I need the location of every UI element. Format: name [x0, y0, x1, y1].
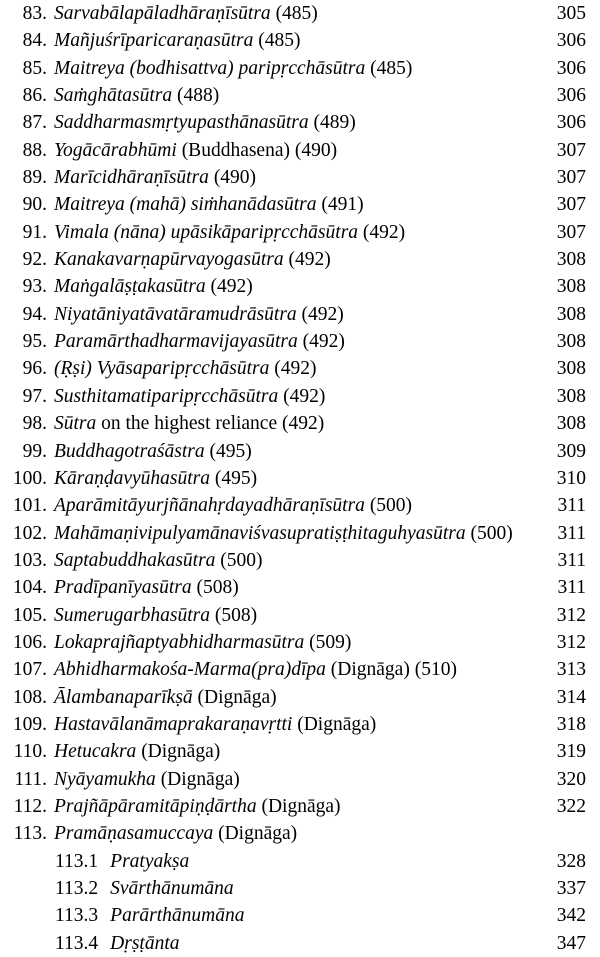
entry-number: 85. [22, 57, 47, 79]
entry-number: 89. [22, 167, 47, 189]
toc-entry [0, 465, 600, 492]
entry-title-italic: Nyāyamukha [54, 768, 156, 790]
toc-entry [0, 191, 600, 218]
entry-page-number: 308 [556, 331, 586, 353]
entry-title-italic: Sarvabālapāladhāraṇīsūtra [54, 3, 271, 24]
entry-title [54, 438, 252, 465]
toc-entry [0, 246, 600, 273]
entry-page-number: 308 [556, 303, 586, 325]
toc-entry [0, 219, 600, 246]
entry-number: 83. [22, 3, 47, 24]
entry-page-number: 308 [556, 276, 586, 298]
entry-number: 97. [22, 385, 47, 407]
entry-title-italic: Prajñāpāramitāpiṇḍārtha [54, 795, 257, 817]
entry-number: 113. [13, 823, 47, 845]
entry-title-rest: (Dignāga) [192, 686, 277, 708]
toc-entry [0, 355, 600, 382]
entry-title-rest: on the highest reliance (492) [96, 413, 325, 435]
toc-entry [0, 574, 600, 601]
entry-title-rest: (485) [253, 30, 301, 52]
entry-number: 94. [22, 303, 47, 325]
entry-page-number: 320 [556, 768, 586, 790]
subentry-title [55, 902, 245, 929]
toc-entry [0, 273, 600, 300]
entry-page-number: 318 [556, 713, 586, 735]
toc-entry [0, 82, 600, 109]
entry-page-number: 311 [557, 522, 586, 544]
entry-number: 101. [12, 495, 47, 517]
entry-title-rest: (485) [270, 3, 318, 24]
entry-title-italic: Marīcidhāraṇīsūtra [54, 167, 209, 189]
toc-entry [0, 0, 600, 27]
entry-title-rest: (495) [210, 467, 258, 489]
entry-number: 107. [12, 659, 47, 681]
entry-title-italic: Maitreya (mahā) siṁhanādasūtra [54, 194, 317, 216]
entry-page-number: 308 [556, 249, 586, 271]
subentry-title-italic: Dṛṣṭānta [110, 932, 180, 954]
entry-title [54, 656, 457, 683]
entry-page-number: 307 [556, 221, 586, 243]
entry-title-rest: (485) [365, 57, 413, 79]
entry-title [54, 820, 297, 847]
entry-title-italic: Saddharmasmṛtyupasthānasūtra [54, 112, 309, 134]
entry-title-rest: (491) [316, 194, 364, 216]
toc-subentry [0, 930, 600, 957]
entry-title-rest: (Dignāga) [213, 823, 298, 845]
entry-number: 102. [12, 522, 47, 544]
entry-title-rest: (492) [269, 358, 317, 380]
entry-number: 110. [13, 741, 47, 763]
entry-title [54, 574, 239, 601]
entry-title-rest: (500) [465, 522, 513, 544]
entry-number: 105. [12, 604, 47, 626]
subentry-title-italic: Pratyakṣa [110, 850, 190, 872]
entry-number: 99. [22, 440, 47, 462]
entry-title-italic: Pramāṇasamuccaya [54, 823, 214, 845]
entry-title [54, 82, 219, 109]
toc-entry [0, 766, 600, 793]
entry-title-rest: (492) [296, 303, 344, 325]
entry-title-italic: Buddhagotraśāstra [54, 440, 205, 462]
toc-entry [0, 684, 600, 711]
entry-page-number: 310 [556, 467, 586, 489]
entry-title-italic: Maitreya (bodhisattva) paripṛcchāsūtra [54, 57, 366, 79]
entry-page-number: 308 [556, 385, 586, 407]
entry-number: 90. [22, 194, 47, 216]
toc-entry [0, 55, 600, 82]
toc-entry [0, 438, 600, 465]
entry-page-number: 307 [556, 194, 586, 216]
entry-title-italic: Maṅgalāṣṭakasūtra [54, 276, 206, 298]
entry-title-rest: (488) [172, 85, 220, 107]
entry-title [54, 547, 263, 574]
toc-subentry [0, 902, 600, 929]
entry-number: 92. [22, 249, 47, 271]
entry-title-italic: Sumerugarbhasūtra [54, 604, 211, 626]
entry-title-rest: (Dignāga) (510) [325, 659, 457, 681]
entry-number: 91. [22, 221, 47, 243]
entry-number: 104. [12, 577, 47, 599]
entry-title-italic: Vimala (nāna) upāsikāparipṛcchāsūtra [54, 221, 359, 243]
entry-title-rest: (492) [297, 331, 345, 353]
entry-number: 100. [12, 467, 47, 489]
toc-subentry [0, 875, 600, 902]
entry-page-number: 308 [556, 358, 586, 380]
entry-title-italic: Lokaprajñaptyabhidharmasūtra [54, 631, 305, 653]
entry-title-rest: (500) [364, 495, 413, 517]
toc-entry [0, 711, 600, 738]
entry-page-number: 313 [556, 659, 586, 681]
toc-entry [0, 410, 600, 437]
entry-title [54, 383, 325, 410]
toc-entry [0, 793, 600, 820]
entry-title-italic: Hetucakra [54, 741, 137, 763]
toc-entry [0, 27, 600, 54]
subentry-page-number: 347 [556, 932, 586, 954]
toc-entry [0, 738, 600, 765]
entry-title [54, 465, 257, 492]
entry-title [54, 410, 324, 437]
entry-title-rest: (492) [278, 385, 326, 407]
entry-number: 106. [12, 631, 47, 653]
subentry-page-number: 328 [556, 850, 586, 872]
subentry-number: 113.4 [55, 932, 99, 954]
toc-entry [0, 164, 600, 191]
entry-title-italic: Kāraṇḍavyūhasūtra [54, 467, 210, 489]
entry-title-italic: Mahāmaṇivipulyamānaviśvasupratiṣṭhitaguhyasūtra [54, 522, 466, 544]
entry-title [54, 301, 344, 328]
subentry-number: 113.3 [55, 905, 99, 927]
entry-page-number: 319 [556, 741, 586, 763]
toc-entry [0, 520, 600, 547]
entry-title [54, 164, 256, 191]
entry-number: 93. [22, 276, 47, 298]
entry-title-rest: (492) [205, 276, 253, 298]
entry-number: 95. [22, 331, 47, 353]
entry-title-italic: (Ṛṣi) Vyāsaparipṛcchāsūtra [54, 358, 270, 380]
entry-title-italic: Paramārthadharmavijayasūtra [54, 331, 298, 353]
toc-entry [0, 656, 600, 683]
entry-title-italic: Kanakavarṇapūrvayogasūtra [54, 249, 284, 271]
subentry-title [55, 848, 189, 875]
entry-page-number: 308 [556, 413, 586, 435]
entry-title-italic: Niyatāniyatāvatāramudrāsūtra [54, 303, 297, 325]
subentry-title-italic: Parārthānumāna [110, 905, 245, 927]
entry-title-rest: (495) [204, 440, 252, 462]
entry-title [54, 793, 341, 820]
entry-page-number: 306 [556, 85, 586, 107]
entry-title [54, 711, 376, 738]
toc-entry [0, 820, 600, 847]
entry-title-rest: (508) [191, 577, 239, 599]
entry-title [54, 328, 345, 355]
subentry-title-italic: Svārthānumāna [110, 878, 234, 899]
entry-number: 109. [12, 713, 47, 735]
entry-number: 87. [22, 112, 47, 134]
entry-page-number: 322 [556, 795, 586, 817]
entry-number: 88. [22, 139, 47, 161]
entry-title-rest: (Dignāga) [136, 741, 221, 763]
entry-title-rest: (489) [308, 112, 356, 134]
entry-title [54, 55, 412, 82]
entry-title-rest: (500) [215, 549, 263, 571]
entry-title [54, 109, 356, 136]
toc-entry [0, 492, 600, 519]
entry-title [54, 355, 317, 382]
entry-title-rest: (Dignāga) [256, 795, 341, 817]
entry-page-number: 312 [556, 604, 586, 626]
entry-page-number: 305 [556, 3, 586, 24]
entry-title-italic: Abhidharmakośa-Marma(pra)dīpa [54, 659, 326, 681]
entry-title [54, 27, 300, 54]
entry-title-italic: Sūtra [54, 413, 97, 435]
entry-number: 84. [22, 30, 47, 52]
entry-title [54, 629, 351, 656]
subentry-number: 113.2 [55, 878, 99, 899]
toc-subentry [0, 848, 600, 875]
entry-page-number: 311 [557, 577, 586, 599]
toc-entry [0, 137, 600, 164]
entry-title-italic: Pradīpanīyasūtra [54, 577, 192, 599]
subentry-page-number: 342 [556, 905, 586, 927]
entry-title [54, 684, 277, 711]
entry-title [54, 520, 513, 547]
entry-title [54, 246, 331, 273]
entry-title-rest: (509) [304, 631, 352, 653]
entry-number: 108. [12, 686, 47, 708]
entry-title-italic: Saṁghātasūtra [54, 85, 173, 107]
entry-title-rest: (Dignāga) [155, 768, 240, 790]
entry-title [54, 191, 364, 218]
toc-entry [0, 547, 600, 574]
entry-title-rest: (Buddhasena) (490) [176, 139, 338, 161]
entry-page-number: 312 [556, 631, 586, 653]
entry-title [54, 0, 318, 27]
entry-title [54, 492, 412, 519]
entry-title [54, 273, 253, 300]
entry-title [54, 766, 240, 793]
entry-page-number: 307 [556, 167, 586, 189]
entry-page-number: 311 [557, 495, 586, 517]
entry-number: 111. [14, 768, 47, 790]
entry-title-italic: Ālambanaparīkṣā [54, 686, 193, 708]
entry-page-number: 306 [556, 30, 586, 52]
toc-entry [0, 602, 600, 629]
entry-page-number: 306 [556, 112, 586, 134]
entry-page-number: 307 [556, 139, 586, 161]
entry-page-number: 314 [556, 686, 586, 708]
entry-title [54, 602, 257, 629]
entry-number: 86. [22, 85, 47, 107]
subentry-title [55, 930, 180, 957]
entry-page-number: 311 [557, 549, 586, 571]
entry-number: 98. [22, 413, 47, 435]
entry-number: 112. [13, 795, 47, 817]
entry-title [54, 219, 405, 246]
entry-title [54, 137, 337, 164]
entry-page-number: 309 [556, 440, 586, 462]
entry-number: 103. [12, 549, 47, 571]
subentry-page-number: 337 [556, 878, 586, 899]
entry-title-italic: Aparāmitāyurjñānahṛdayadhāraṇīsūtra [54, 495, 365, 517]
entry-title-italic: Yogācārabhūmi [54, 139, 177, 161]
entry-title-rest: (Dignāga) [292, 713, 377, 735]
entry-title-italic: Saptabuddhakasūtra [54, 549, 216, 571]
entry-title-rest: (508) [210, 604, 258, 626]
entry-number: 96. [22, 358, 47, 380]
entry-title-italic: Hastavālanāmaprakaraṇavṛtti [54, 713, 293, 735]
entry-title-rest: (490) [208, 167, 257, 189]
toc-entry [0, 328, 600, 355]
entry-title-italic: Susthitamatiparipṛcchāsūtra [54, 385, 279, 407]
entry-page-number: 306 [556, 57, 586, 79]
toc-entry [0, 629, 600, 656]
entry-title-rest: (492) [283, 249, 331, 271]
toc-entry [0, 383, 600, 410]
toc-entry [0, 301, 600, 328]
entry-title-italic: Mañjuśrīparicaraṇasūtra [54, 30, 254, 52]
toc-entry [0, 109, 600, 136]
subentry-number: 113.1 [55, 850, 99, 872]
entry-title-rest: (492) [358, 221, 406, 243]
subentry-title [55, 875, 234, 902]
entry-title [54, 738, 220, 765]
